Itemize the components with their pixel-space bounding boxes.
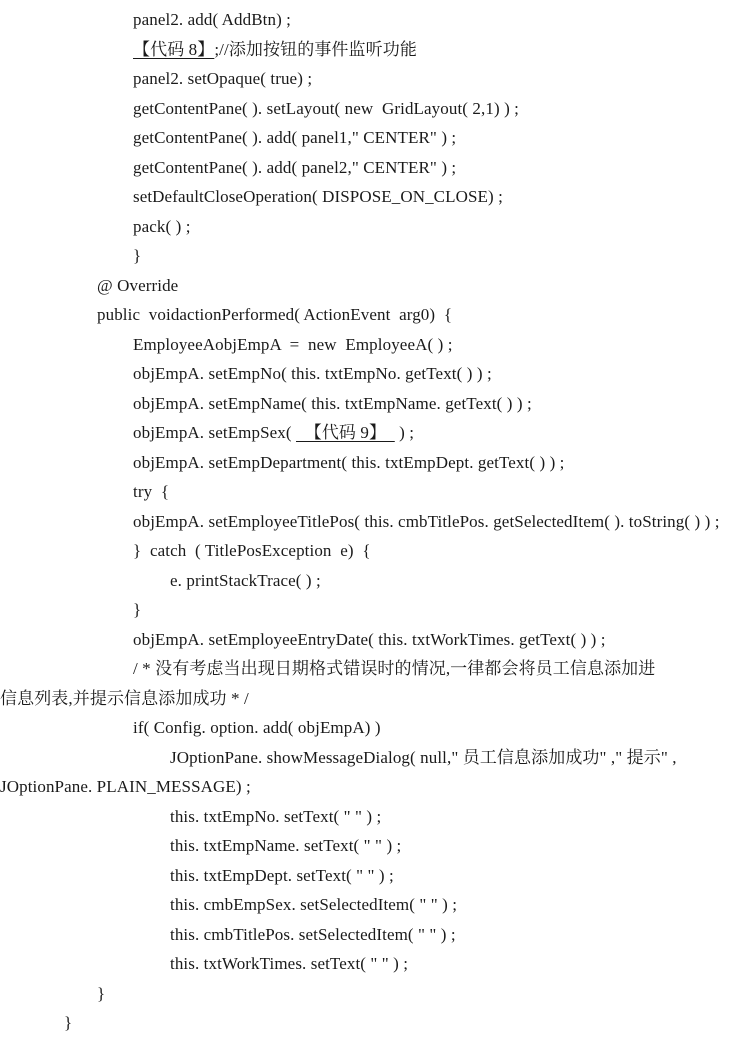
code-line-text: } <box>97 983 106 1003</box>
code-line-text: JOptionPane. PLAIN_MESSAGE) ; <box>0 777 251 796</box>
code-line <box>133 127 741 149</box>
code-line <box>0 688 741 710</box>
code-line-text: getContentPane( ). add( panel1," CENTER" ) ; <box>133 128 457 147</box>
code-line <box>170 894 741 916</box>
code-line-segment: ;//添加按钮的事件监听功能 <box>214 39 417 59</box>
code-line <box>170 747 741 769</box>
code-line-text: this. cmbEmpSex. setSelectedItem( " " ) ; <box>170 895 458 914</box>
code-line <box>133 658 741 680</box>
code-line <box>133 393 741 415</box>
code-line <box>170 924 741 946</box>
code-line-text: setDefaultCloseOperation( DISPOSE_ON_CLOSE) ; <box>133 187 503 206</box>
code-line <box>133 452 741 474</box>
code-line-text: try { <box>133 482 170 501</box>
code-line <box>97 304 741 326</box>
code-line <box>133 68 741 90</box>
code-line-text: this. txtEmpDept. setText( " " ) ; <box>170 865 394 885</box>
code-line <box>133 422 741 444</box>
code-line-segment: ) ; <box>394 423 415 442</box>
code-line-text: panel2. add( AddBtn) ; <box>133 10 292 29</box>
code-line-text: objEmpA. setEmpDepartment( this. txtEmpDept. getText( ) ) ; <box>133 452 565 472</box>
code-line-text: objEmpA. setEmpNo( this. txtEmpNo. getText( ) ) ; <box>133 364 492 383</box>
code-line <box>133 39 741 61</box>
code-line <box>133 157 741 179</box>
code-line <box>133 216 741 238</box>
code-line <box>133 245 741 267</box>
code-line-text: objEmpA. setEmployeeEntryDate( this. txtWorkTimes. getText( ) ) ; <box>133 629 606 649</box>
code-line-text: this. cmbTitlePos. setSelectedItem( " " ) ; <box>170 924 456 944</box>
code-line <box>133 363 741 385</box>
code-line-text: objEmpA. setEmpName( this. txtEmpName. getText( ) ) ; <box>133 393 532 413</box>
code-line-text: if( Config. option. add( objEmpA) ) <box>133 718 381 737</box>
code-line-text: } catch ( TitlePosException e) { <box>133 541 371 560</box>
code-line <box>97 275 741 297</box>
code-blank-placeholder: 【代码 9】 <box>296 423 395 442</box>
code-line-text: public voidactionPerformed( ActionEvent arg0) { <box>97 305 453 324</box>
code-line-text: / * 没有考虑当出现日期格式错误时的情况,一律都会将员工信息添加进 <box>133 659 656 678</box>
code-line <box>133 599 741 621</box>
code-line <box>170 570 741 592</box>
code-line-text: EmployeeAobjEmpA = new EmployeeA( ) ; <box>133 334 453 354</box>
code-line-text: getContentPane( ). add( panel2," CENTER" ) ; <box>133 157 457 177</box>
code-line <box>0 776 741 798</box>
code-line <box>133 481 741 503</box>
code-line-text: this. txtEmpName. setText( " " ) ; <box>170 836 402 855</box>
code-line <box>133 334 741 356</box>
code-line-text: getContentPane( ). setLayout( new GridLayout( 2,1) ) ; <box>133 98 520 118</box>
code-line <box>133 186 741 208</box>
code-line <box>133 9 741 31</box>
code-line-text: } <box>133 246 142 265</box>
code-line <box>133 717 741 739</box>
code-line-text: this. txtEmpNo. setText( " " ) ; <box>170 806 382 826</box>
code-line-text: pack( ) ; <box>133 216 191 236</box>
code-line <box>133 98 741 120</box>
code-line <box>170 953 741 975</box>
code-line <box>97 983 741 1005</box>
code-line <box>133 629 741 651</box>
code-line <box>133 540 741 562</box>
code-line-text: this. txtWorkTimes. setText( " " ) ; <box>170 954 409 973</box>
code-line-text: } <box>64 1013 73 1032</box>
code-line-text: objEmpA. setEmployeeTitlePos( this. cmbTitlePos. getSelectedItem( ). toString( ) ) ; <box>133 511 720 531</box>
code-line <box>170 835 741 857</box>
code-line <box>133 511 741 533</box>
code-line <box>64 1012 741 1034</box>
code-line-text: JOptionPane. showMessageDialog( null," 员工信息添加成功" ," 提示" , <box>170 747 677 767</box>
code-line-text: panel2. setOpaque( true) ; <box>133 69 313 88</box>
code-blank-placeholder: 【代码 8】 <box>133 39 215 59</box>
code-line-text: 信息列表,并提示信息添加成功 * / <box>0 688 249 708</box>
code-line-text: e. printStackTrace( ) ; <box>170 570 321 590</box>
code-line <box>170 865 741 887</box>
code-line-text: @ Override <box>97 275 179 295</box>
code-line-text: } <box>133 600 142 619</box>
code-line-segment: objEmpA. setEmpSex( <box>133 423 297 442</box>
code-line <box>170 806 741 828</box>
